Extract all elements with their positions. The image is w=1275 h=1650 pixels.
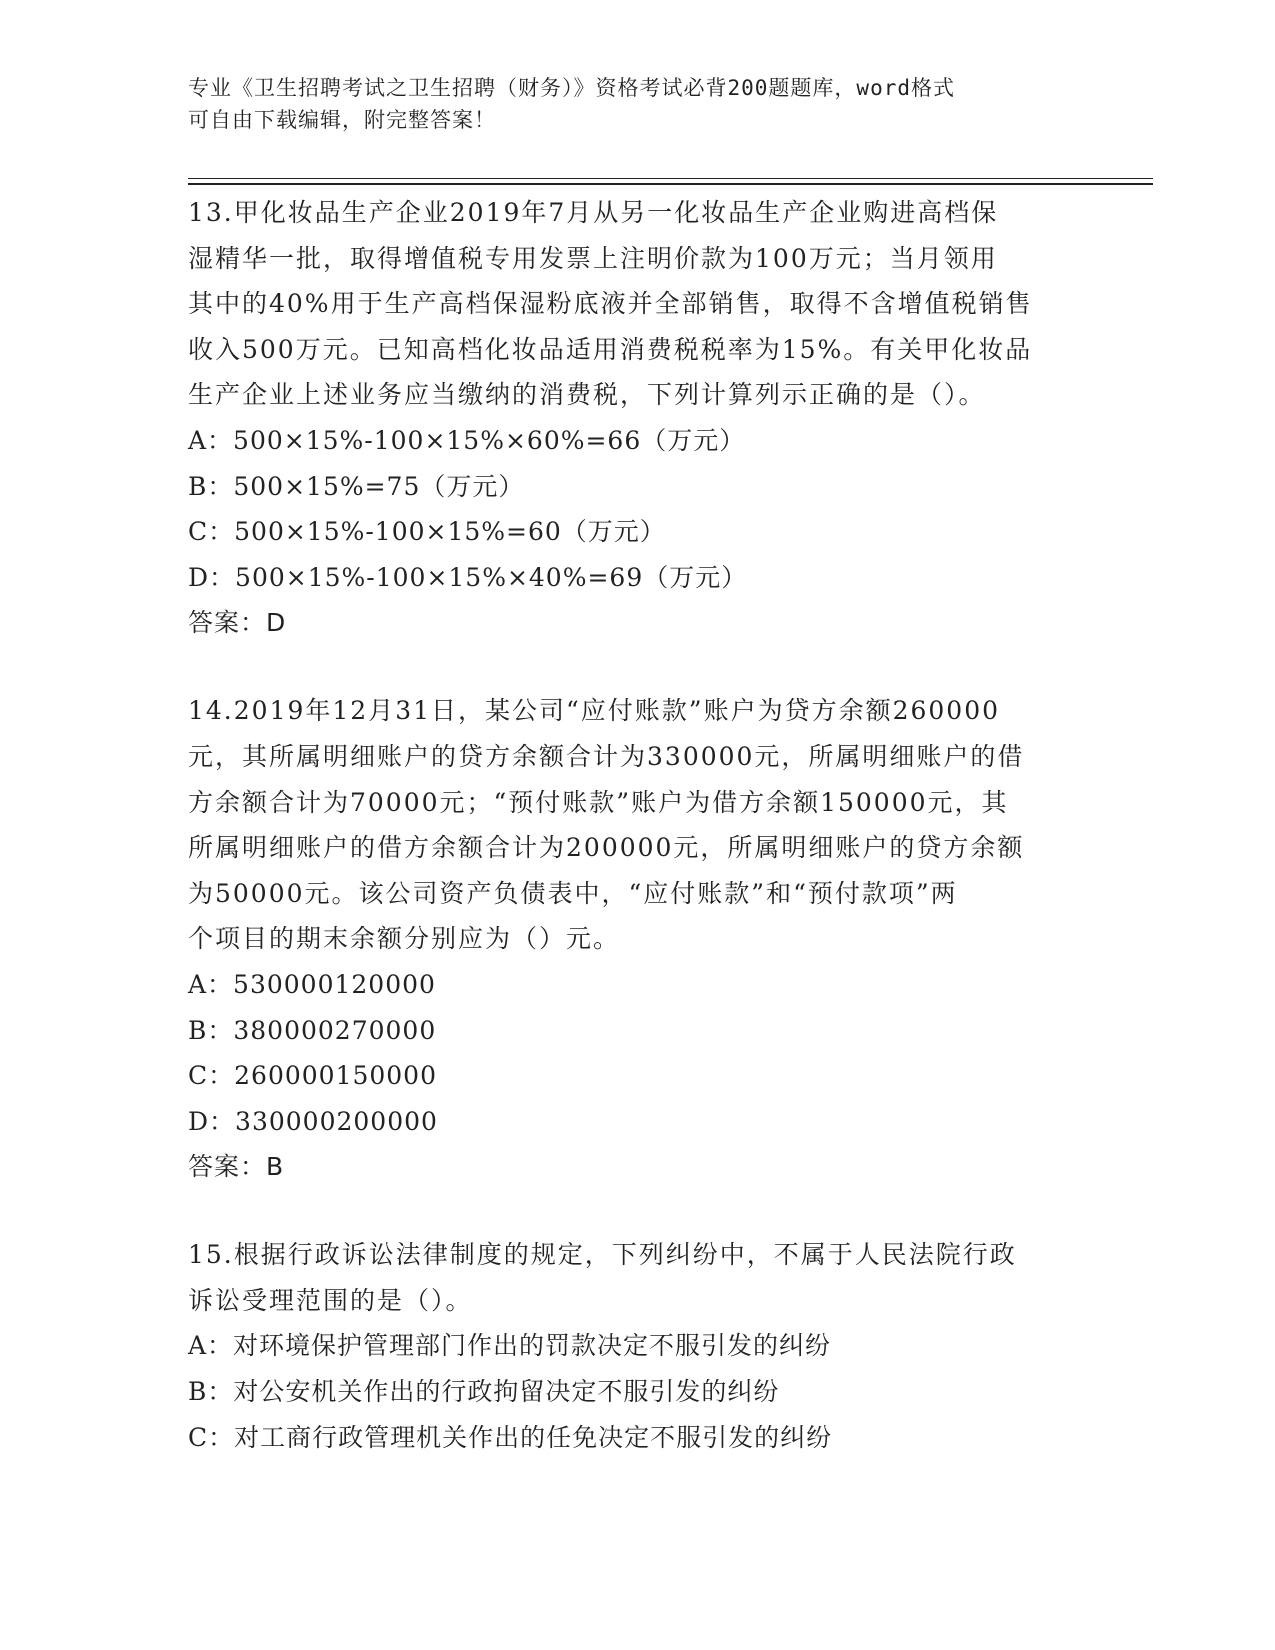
header-divider-thin — [188, 178, 1153, 179]
question-13-stem-line-2: 湿精华一批，取得增值税专用发票上注明价款为100万元；当月领用 — [188, 243, 998, 273]
question-13-stem-line-1: 13.甲化妆品生产企业2019年7月从另一化妆品生产企业购进高档保 — [188, 198, 999, 227]
question-14-stem-line-1: 14.2019年12月31日，某公司“应付账款”账户为贷方余额260000 — [188, 696, 1001, 726]
question-15-option-c: C：对工商行政管理机关作出的任免决定不服引发的纠纷 — [188, 1422, 833, 1452]
question-15 — [188, 1232, 1088, 1460]
question-13-answer: 答案：D — [188, 608, 287, 638]
question-13 — [188, 190, 1088, 646]
question-spacer — [188, 646, 1088, 688]
question-15-stem-line-2: 诉讼受理范围的是（）。 — [188, 1285, 473, 1315]
question-list — [188, 190, 1088, 1460]
question-14-stem-line-3: 方余额合计为70000元；“预付账款”账户为借方余额150000元，其 — [188, 787, 1009, 817]
question-14-option-a: A：530000120000 — [188, 969, 436, 999]
question-14-stem-line-6: 个项目的期末余额分别应为（）元。 — [188, 924, 621, 954]
question-13-stem-line-5: 生产企业上述业务应当缴纳的消费税，下列计算列示正确的是（）。 — [188, 380, 986, 410]
question-13-stem-line-3: 其中的40%用于生产高档保湿粉底液并全部销售，取得不含增值税销售 — [188, 289, 1033, 319]
header-divider-thick — [188, 183, 1153, 185]
header-line-2: 可自由下载编辑，附完整答案！ — [188, 108, 496, 132]
question-13-option-c: C：500×15%-100×15%=60（万元） — [188, 517, 666, 547]
question-14-answer: 答案：B — [188, 1152, 285, 1182]
question-14-stem-line-2: 元，其所属明细账户的贷方余额合计为330000元，所属明细账户的借 — [188, 741, 1025, 771]
question-15-option-a: A：对环境保护管理部门作出的罚款决定不服引发的纠纷 — [188, 1331, 832, 1361]
question-spacer — [188, 1190, 1088, 1232]
question-14-option-b: B：380000270000 — [188, 1015, 437, 1045]
document-header — [188, 72, 1088, 136]
question-14-stem-line-5: 为50000元。该公司资产负债表中，“应付账款”和“预付款项”两 — [188, 878, 958, 908]
question-14 — [188, 688, 1088, 1190]
question-14-option-c: C：260000150000 — [188, 1061, 437, 1091]
header-line-1: 专业《卫生招聘考试之卫生招聘（财务）》资格考试必背200题题库，word格式 — [188, 76, 955, 100]
question-13-stem-line-4: 收入500万元。已知高档化妆品适用消费税税率为15%。有关甲化妆品 — [188, 334, 1033, 364]
question-14-option-d: D：330000200000 — [188, 1106, 438, 1136]
question-13-option-a: A：500×15%-100×15%×60%=66（万元） — [188, 425, 746, 455]
question-14-stem-line-4: 所属明细账户的借方余额合计为200000元，所属明细账户的贷方余额 — [188, 833, 1025, 863]
question-15-option-b: B：对公安机关作出的行政拘留决定不服引发的纠纷 — [188, 1377, 780, 1407]
question-13-option-b: B：500×15%=75（万元） — [188, 471, 525, 501]
question-15-stem-line-1: 15.根据行政诉讼法律制度的规定，下列纠纷中，不属于人民法院行政 — [188, 1240, 1017, 1270]
question-13-option-d: D：500×15%-100×15%×40%=69（万元） — [188, 562, 748, 592]
